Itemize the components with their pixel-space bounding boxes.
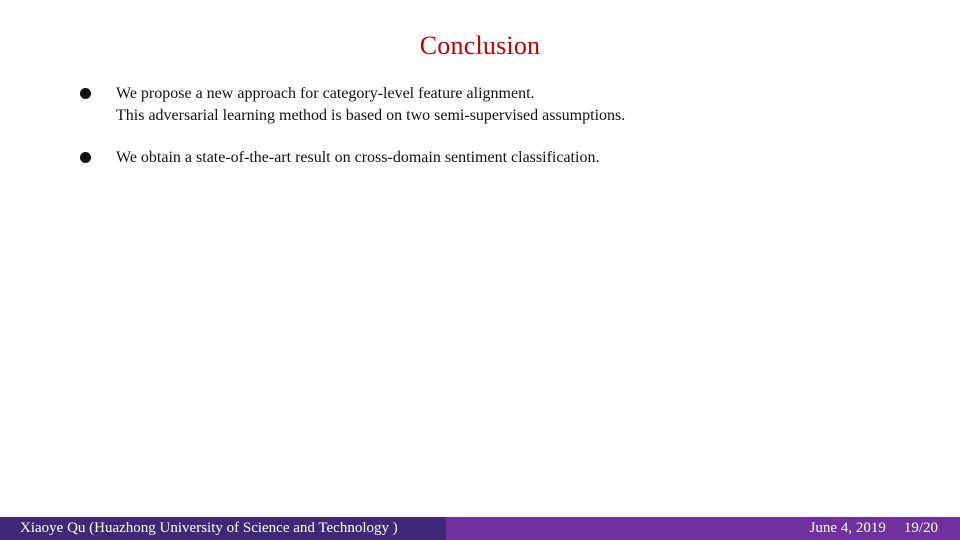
footer-meta [446, 517, 960, 540]
bullet-item [80, 83, 900, 127]
bullet-item [80, 147, 900, 169]
footer-date: June 4, 2019 [809, 520, 886, 536]
bullet-text-line: We propose a new approach for category-level feature alignment. [116, 85, 535, 102]
slide-title: Conclusion [419, 31, 541, 60]
bullet-text-line: We obtain a state-of-the-art result on cross-domain sentiment classification. [116, 149, 600, 166]
footer-author-text: Xiaoye Qu (Huazhong University of Science and Technology ) [20, 520, 398, 536]
bullet-dot-icon [80, 152, 91, 163]
footer-author [0, 517, 446, 540]
bullet-dot-icon [80, 88, 91, 99]
bullet-list [80, 83, 900, 189]
footer-bar [0, 517, 960, 540]
bullet-text-line: This adversarial learning method is based on two semi-supervised assumptions. [116, 107, 626, 124]
footer-page-number: 19/20 [903, 520, 938, 536]
